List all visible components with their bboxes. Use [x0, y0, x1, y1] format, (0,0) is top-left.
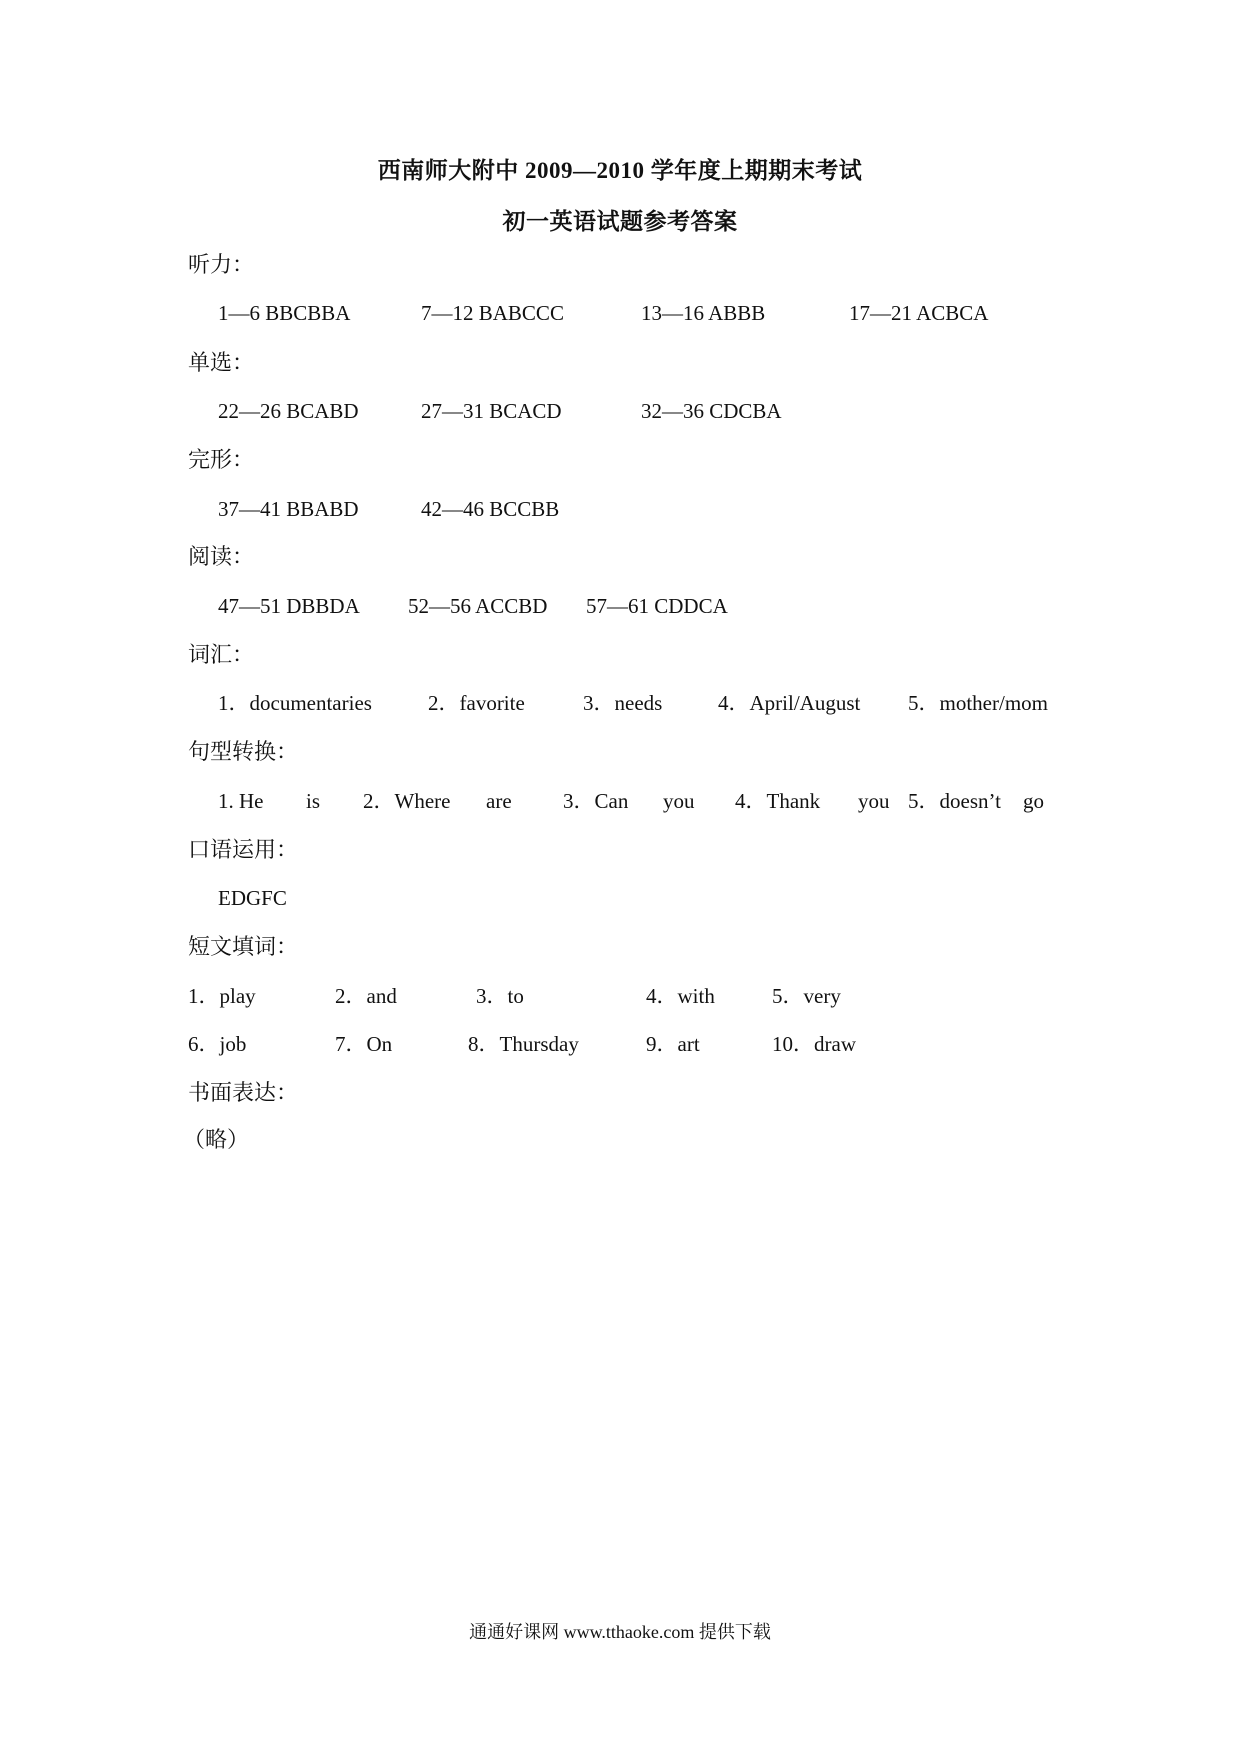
answer-item: 7．On: [335, 1032, 393, 1056]
answer-word: is: [306, 789, 321, 813]
page-footer: 通通好课网 www.tthaoke.com 提供下载: [469, 1622, 771, 1642]
answer-group: 17—21 ACBCA: [849, 301, 989, 325]
answer-group: 7—12 BABCCC: [421, 301, 564, 325]
answer-group: 1—6 BBCBBA: [218, 301, 351, 325]
section-heading-reading: 阅读：: [188, 544, 255, 569]
answer-item: 8．Thursday: [468, 1032, 579, 1056]
answer-group: 27—31 BCACD: [421, 399, 562, 423]
answer-item: 10．draw: [772, 1032, 856, 1056]
answer-item: 4．with: [646, 984, 715, 1008]
answer-word: 5．doesn’t: [908, 789, 1001, 813]
answer-item: 1．documentaries: [218, 691, 372, 715]
answer-word: 1. He: [218, 789, 264, 813]
answer-item: 5．very: [772, 984, 841, 1008]
answer-item: 9．art: [646, 1032, 700, 1056]
answer-group: 52—56 ACCBD: [408, 594, 548, 618]
answer-word: 2．Where: [363, 789, 451, 813]
answer-item: 2．and: [335, 984, 397, 1008]
answer-item: 3．to: [476, 984, 524, 1008]
answer-word: 4．Thank: [735, 789, 821, 813]
answer-group: 22—26 BCABD: [218, 399, 359, 423]
answer-group: 57—61 CDDCA: [586, 594, 728, 618]
section-heading-oral: 口语运用：: [188, 837, 299, 862]
answer-word: are: [486, 789, 512, 813]
answer-word: go: [1023, 789, 1044, 813]
section-heading-writing: 书面表达：: [188, 1080, 299, 1105]
section-heading-listening: 听力：: [188, 252, 255, 277]
section-heading-vocabulary: 词汇：: [188, 642, 255, 667]
answer-group: 42—46 BCCBB: [421, 497, 560, 521]
answer-item: 2．favorite: [428, 691, 525, 715]
answer-word: you: [663, 789, 695, 813]
oral-answer: EDGFC: [218, 886, 287, 910]
answer-word: 3．Can: [563, 789, 629, 813]
answer-item: 1．play: [188, 984, 256, 1008]
answer-item: 4．April/August: [718, 691, 861, 715]
answer-item: 5．mother/mom: [908, 691, 1048, 715]
section-heading-passage-fill: 短文填词：: [188, 934, 299, 959]
answer-group: 32—36 CDCBA: [641, 399, 782, 423]
answer-item: 6．job: [188, 1032, 247, 1056]
section-heading-single-choice: 单选：: [188, 350, 255, 375]
document-title: 西南师大附中 2009—2010 学年度上期期末考试: [377, 158, 863, 183]
section-heading-sentence-transform: 句型转换：: [188, 739, 299, 764]
answer-group: 13—16 ABBB: [641, 301, 766, 325]
document-subtitle: 初一英语试题参考答案: [502, 209, 738, 234]
section-heading-cloze: 完形：: [188, 447, 255, 472]
answer-group: 47—51 DBBDA: [218, 594, 360, 618]
answer-group: 37—41 BBABD: [218, 497, 359, 521]
writing-answer: （略）: [183, 1127, 250, 1152]
answer-word: you: [858, 789, 890, 813]
answer-item: 3．needs: [583, 691, 663, 715]
